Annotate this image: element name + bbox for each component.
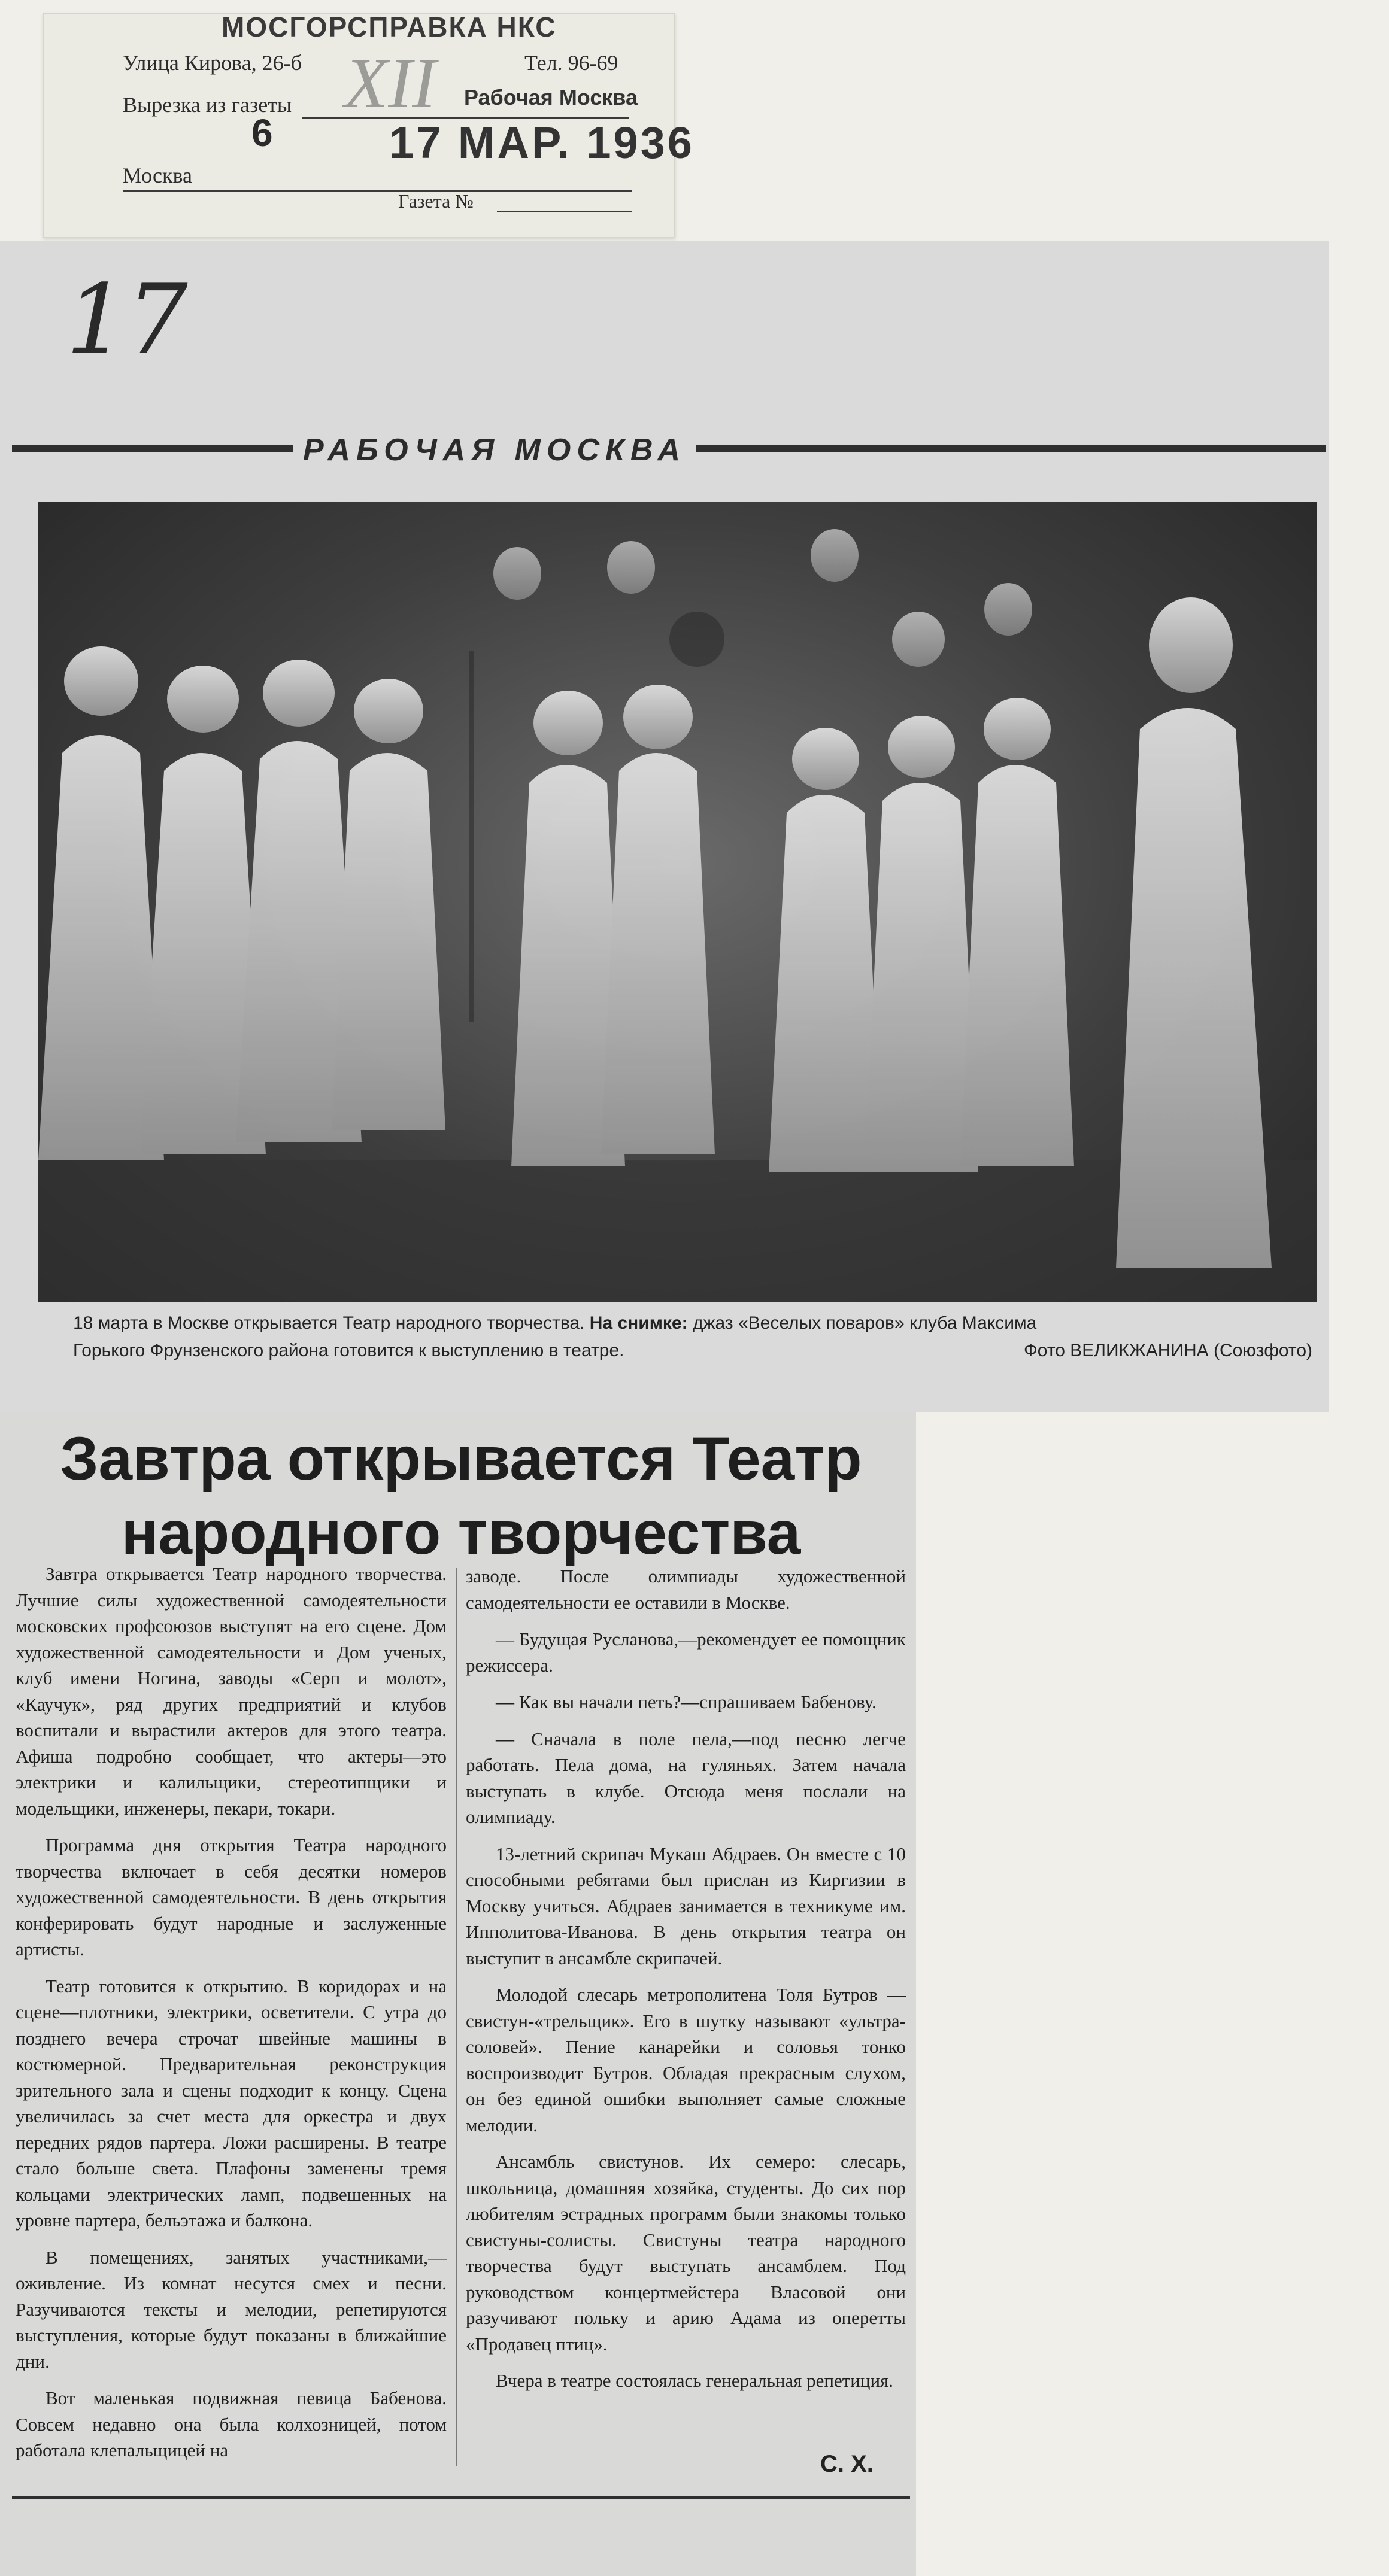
article-paragraph: 13-летний скрипач Мукаш Абдраев. Он вместе с 10 способными ребятами был прислан из Киргизии в Москву учиться. Абдраев занимается в техникуме им. Ипполитова-Иванова. В день открытия театра он выступит в ансамбле скрипачей.	[466, 1843, 906, 1969]
article-paragraph: — Будущая Русланова,—рекомендует ее помощник режиссера.	[466, 1629, 906, 1676]
photo-credit: Фото ВЕЛИКЖАНИНА (Союзфото)	[1024, 1341, 1312, 1360]
article-paragraph: Вот маленькая подвижная певица Бабенова. Совсем недавно она была колхозницей, потом работала клепальщицей на	[16, 2387, 447, 2460]
caption-on-photo: На снимке:	[589, 1313, 688, 1333]
photo-caption	[73, 1310, 1312, 1365]
article-headline	[12, 1421, 910, 1570]
article-paragraph: — Как вы начали петь?—спрашиваем Бабенову.	[496, 1691, 877, 1712]
date-line	[123, 190, 632, 192]
handwritten-page-number: 17	[66, 263, 188, 375]
article-paragraph: Молодой слесарь метрополитена Толя Бутров — свистун-«трельщик». Его в шутку называют «ультра-соловей». Пение канарейки и соловья тонко воспроизводит Бутров. Обладая прекрасным слухом, он без единой ошибки выполняет самые сложные мелодии.	[466, 1984, 906, 2135]
masthead-title: РАБОЧАЯ МОСКВА	[293, 432, 696, 468]
article-paragraph: Театр готовится к открытию. В коридорах и на сцене—плотники, электрики, осветители. С утра до позднего вечера строчат швейные машины в костюмерной. Предварительная реконструкция зрительного зала и сцены подходит к концу. Сцена увеличилась за счет места для оркестра и двух передних рядов партера. Ложи расширены. В театре стало больше света. Плафоны заменены тремя кольцами электрических ламп, подвешенных на уровне партера, бельэтажа и балкона.	[16, 1975, 447, 2231]
clipping-from-label: Вырезка из газеты	[123, 93, 292, 117]
stamp-date: 17 МАР. 1936	[389, 118, 694, 168]
caption-line-1	[73, 1310, 1312, 1337]
stamp-number: 6	[251, 111, 273, 154]
article-column-left	[16, 1561, 447, 2474]
caption-text: 18 марта в Москве открывается Театр народного творчества.	[73, 1313, 590, 1333]
article-column-right	[466, 1563, 906, 2405]
article-paragraph: заводе. После олимпиады художественной самодеятельности ее оставили в Москве.	[466, 1566, 906, 1613]
author-signature: С. Х.	[820, 2451, 874, 2477]
headline-line-2: народного творчества	[121, 1499, 801, 1567]
article-paragraph: Завтра открывается Театр народного творчества. Лучшие силы художественной самодеятельности московских профсоюзов выступят на его сцене. Дом художественной самодеятельности и Дом ученых, клуб имени Ногина, заводы «Серп и молот», «Каучук», ряд других предприятий и клубов воспитали и вырастили актеров для этого театра. Афиша подробно сообщает, что актеры—это электрики и калильщики, стереотипщики и модельщики, инженеры, пекари, токари.	[16, 1563, 447, 1819]
agency-phone: Тел. 96-69	[524, 51, 618, 75]
gazette-number-label: Газета №	[398, 190, 474, 212]
agency-name: МОСГОРСПРАВКА НКС	[222, 11, 557, 42]
caption-text-cont: джаз «Веселых поваров» клуба Максима	[687, 1313, 1037, 1333]
jazz-band-photo	[38, 502, 1317, 1302]
caption-line-2	[73, 1337, 1312, 1365]
city-label: Москва	[123, 163, 192, 187]
agency-address: Улица Кирова, 26-б	[123, 51, 302, 75]
headline-line-1: Завтра открывается Театр	[60, 1424, 862, 1493]
bottom-rule	[12, 2496, 910, 2499]
photo-illustration	[38, 502, 1317, 1302]
caption-text-2: Горького Фрунзенского района готовится к выступлению в театре.	[73, 1341, 624, 1360]
article-paragraph: — Сначала в поле пела,—под песню легче работать. Пела дома, на гуляньях. Затем начала выступать в клубе. Отсюда меня послали на олимпиаду.	[466, 1728, 906, 1827]
column-divider	[456, 1568, 457, 2466]
article-paragraph: Вчера в театре состоялась генеральная репетиция.	[496, 2370, 894, 2391]
article-paragraph: В помещениях, занятых участниками,—оживление. Из комнат несутся смех и песни. Разучиваются тексты и мелодии, репетируются выступления, которые будут показаны в ближайшие дни.	[16, 2246, 447, 2372]
article-paragraph: Программа дня открытия Театра народного творчества включает в себя десятки номеров художественной самодеятельности. В день открытия конферировать будут народные и заслуженные артисты.	[16, 1834, 447, 1960]
article-paragraph: Ансамбль свистунов. Их семеро: слесарь, школьница, домашняя хозяйка, студенты. До сих пор любителям эстрадных программ были знакомы только свистуны-солисты. Свистуны театра народного творчества будут выступать ансамблем. Под руководством концертмейстера Власовой они разучивают польку и арию Адама из оперетты «Продавец птиц».	[466, 2151, 906, 2355]
handwritten-roman-mark: XII	[344, 43, 436, 123]
gazette-number-line	[497, 211, 632, 212]
stamp-paper-name: Рабочая Москва	[464, 85, 638, 110]
